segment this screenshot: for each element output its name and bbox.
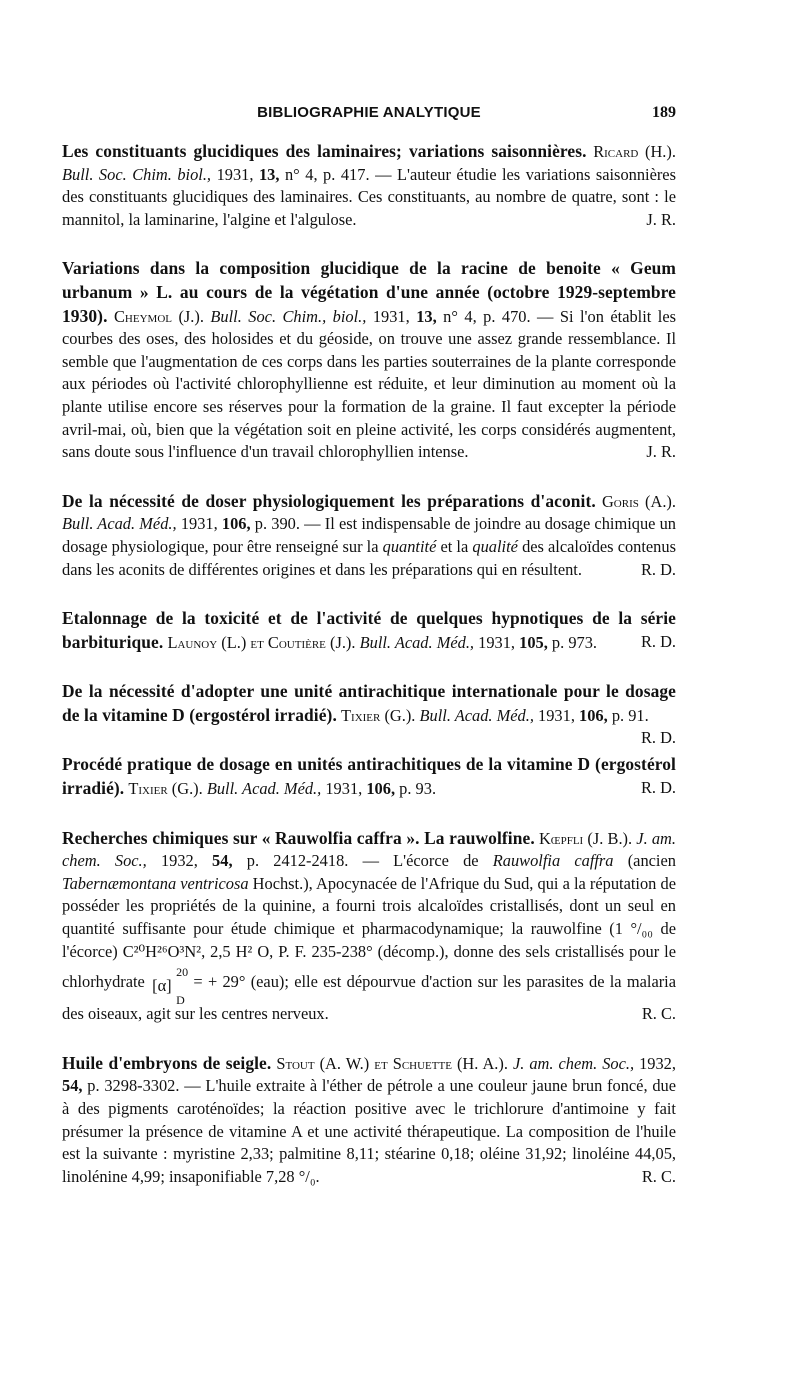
entry-abstract-cont: Hochst.), Apocynacée de l'Afrique du Sud, qui a la réputation de posséder les propriétés de la quinine, a fourni trois alcaloïdes cristallisés, dont un seul en quantité suffisante pour étude chimique et pharmacodynamique; la rauwolfine (1 °/₀₀ de l'écorce) C²⁰H²⁶O³N², 2,5 H² O, P. F. 235-238° (décomp.), donne des sels cristallisés pour le chlorhydrate	[62, 873, 676, 991]
bibliography-entry	[62, 490, 676, 581]
entry-abstract: — L'huile extraite à l'éther de pétrole a une couleur jaune brun foncé, due à des pigments caroténoïdes; la réaction positive avec le trichlorure d'antimoine y fait présumer la présence de vitamine A et une activité thérapeutique. La composition de l'huile est la suivante : myristine 2,33; palmitine 8,11; stéarine 0,18; oléine 31,92; linoléine 44,05, linolénine 4,99; insaponifiable 7,28 °/₀.	[62, 1076, 676, 1186]
emphasis-quantity: quantité	[382, 536, 437, 556]
entry-journal: Bull. Acad. Méd.,	[62, 514, 177, 534]
bibliography-entry	[62, 607, 676, 654]
entry-year: 1931,	[216, 164, 254, 184]
rotation-formula	[152, 963, 189, 1008]
bibliography-entry	[62, 257, 676, 463]
entry-abstract-end: = + 29° (eau); elle est dépourvue d'action sur les parasites de la malaria des oiseaux, agit sur les centres nerveux.	[62, 971, 676, 1024]
entry-abstract: — L'écorce de	[362, 851, 479, 871]
entry-title: De la nécessité d'adopter une unité antirachitique internationale pour le dosage de la vitamine D (ergostérol irradié).	[62, 681, 676, 725]
entry-signature: R. D.	[640, 728, 676, 748]
entry-journal: J. am. chem. Soc.,	[512, 1053, 635, 1073]
entry-title: Etalonnage de la toxicité et de l'activité de quelques hypnotiques de la série barbiturique.	[62, 608, 676, 652]
entry-year: 1932,	[160, 851, 198, 871]
page-number: 189	[652, 104, 676, 121]
entry-abstract: — Si l'on établit les courbes des oses, des holosides et du géoside, on trouve une assez grande ressemblance. Il semble que l'augmentation de ces corps dans les parties souterraines de la plante corresponde aux périodes où l'activité chlorophyllienne est réduite, et leur diminution au moment où la plante utilise encore ses réserves pour la formation de la graine. Il faut excepter la période avril-mai, où, bien que la végétation soit en pleine activité, les corps considérés augmentent, sans doute sous l'influence d'un travail chlorophyllien intense.	[62, 306, 676, 462]
entry-abstract: — Il est indispensable de joindre au dosage chimique un dosage physiologique, pour être renseigné sur la	[62, 514, 676, 556]
entry-signature: R. C.	[641, 1166, 676, 1186]
entry-pages: p. 390.	[254, 514, 300, 534]
entry-volume: 13,	[416, 306, 437, 326]
entry-journal: Bull. Soc. Chim. biol.,	[62, 164, 212, 184]
entry-pages: p. 3298-3302.	[87, 1076, 180, 1096]
entry-volume: 106,	[579, 705, 608, 725]
emphasis-synonym: Tabernæmontana ventricosa	[62, 873, 249, 893]
entry-year: 1931,	[180, 514, 218, 534]
entry-title: Huile d'embryons de seigle.	[62, 1052, 272, 1073]
entry-year: 1931,	[372, 306, 410, 326]
entry-author: Cheymol (J.).	[114, 306, 204, 326]
entry-volume: 106,	[221, 514, 251, 534]
bibliography-entry	[62, 680, 676, 748]
entry-pages: n° 4, p. 470.	[443, 306, 531, 326]
entry-journal: Bull. Acad. Méd.,	[419, 705, 534, 725]
bibliography-entry	[62, 753, 676, 800]
entry-title: Variations dans la composition glucidique de la racine de benoite « Geum urbanum » L. au cours de la végétation d'une année (octobre 1929-septembre 1930).	[62, 258, 676, 326]
entry-pages: p. 2412-2418.	[246, 851, 349, 871]
entry-title: Procédé pratique de dosage en unités antirachitiques de la vitamine D (ergostérol irradié).	[62, 754, 676, 799]
entry-pages: n° 4, p. 417.	[284, 164, 370, 184]
entry-volume: 13,	[258, 164, 280, 184]
entry-title: Les constituants glucidiques des laminaires; variations saisonnières.	[62, 141, 587, 161]
bibliography-entry	[62, 140, 676, 231]
entry-volume: 105,	[519, 632, 548, 652]
entry-journal: Bull. Soc. Chim., biol.,	[210, 306, 367, 326]
formula-sodium-line: D	[176, 993, 185, 1008]
entry-journal: Bull. Acad. Méd.,	[206, 779, 322, 799]
entry-year: 1931,	[325, 779, 363, 799]
formula-temperature: 20	[176, 965, 189, 980]
entry-journal: Bull. Acad. Méd.,	[359, 632, 475, 652]
entry-author: Goris (A.).	[601, 491, 676, 511]
entry-signature: R. C.	[641, 1004, 676, 1024]
entry-author: Tixier (G.).	[341, 705, 416, 725]
formula-bracket: [α]	[152, 976, 172, 996]
entry-author: Ricard (H.).	[593, 142, 676, 161]
entry-pages: p. 973.	[551, 632, 597, 652]
entry-signature: R. D.	[640, 631, 676, 651]
entry-year: 1931,	[478, 632, 516, 652]
entry-signature: J. R.	[646, 442, 676, 462]
entry-abstract-mid: (ancien	[627, 851, 676, 871]
entry-year: 1932,	[639, 1053, 676, 1073]
entry-title: De la nécessité de doser physiologiquement les préparations d'aconit.	[62, 490, 596, 511]
entry-pages: p. 93.	[399, 779, 437, 799]
running-title: BIBLIOGRAPHIE ANALYTIQUE	[257, 104, 481, 121]
entry-volume: 54,	[62, 1076, 83, 1096]
entry-signature: R. D.	[640, 559, 676, 579]
entry-signature: R. D.	[640, 778, 676, 798]
entry-author: Tixier (G.).	[128, 779, 203, 799]
entry-signature: J. R.	[646, 209, 676, 229]
entry-author: Kœpfli (J. B.).	[538, 828, 633, 848]
entry-abstract-mid: et la	[440, 536, 469, 556]
emphasis-species: Rauwolfia caffra	[492, 851, 614, 871]
entry-volume: 106,	[366, 779, 396, 799]
entry-abstract: — L'auteur étudie les variations saisonnières des constituants glucidiques des laminaires. Ces constituants, au nombre de quatre, sont : le mannitol, la laminarine, l'algine et l'algulose.	[62, 164, 676, 229]
entry-pages: p. 91.	[611, 705, 649, 725]
entry-title: Recherches chimiques sur « Rauwolfia caffra ». La rauwolfine.	[62, 827, 535, 848]
running-head	[62, 104, 676, 128]
bibliography-entry	[62, 1052, 676, 1189]
entry-abstract-end: des alcaloïdes contenus dans les aconits de différentes origines et dans les préparations qui en résultent.	[62, 536, 676, 579]
bibliography-entry	[62, 827, 676, 1026]
entry-volume: 54,	[212, 851, 233, 871]
entry-author: Launoy (L.) et Coutière (J.).	[167, 632, 356, 652]
entry-author: Stout (A. W.) et Schuette (H. A.).	[276, 1053, 508, 1073]
emphasis-quality: qualité	[472, 536, 518, 556]
bibliography-entries	[62, 140, 676, 1214]
entry-journal: J. am. chem. Soc.,	[62, 828, 676, 871]
entry-year: 1931,	[538, 705, 575, 725]
